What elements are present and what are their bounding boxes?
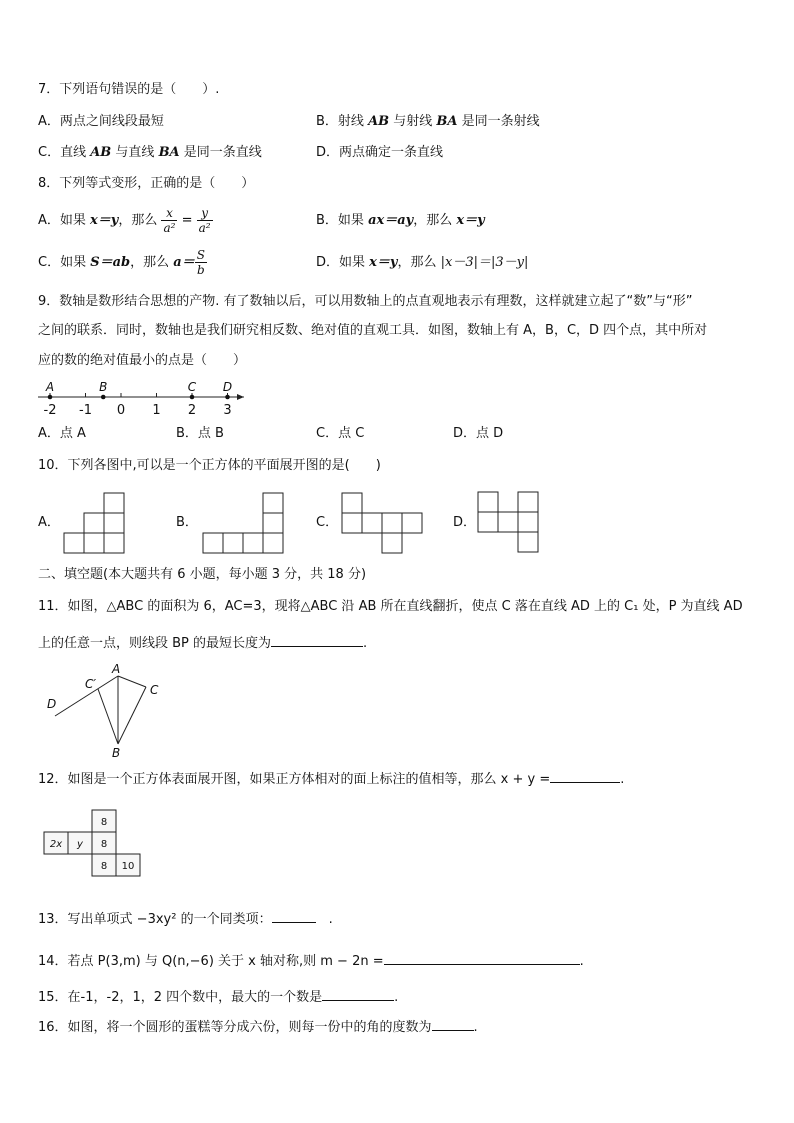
cell-right: 10	[121, 861, 135, 872]
axis-tick-label: -1	[79, 403, 92, 418]
fig-label-c: C	[150, 683, 159, 697]
q9-option-d: D．点 D	[453, 426, 504, 441]
cell-top: 8	[100, 817, 108, 828]
axis-tick-label: 0	[116, 403, 126, 418]
q16-stem: 16．如图，将一个圆形的蛋糕等分成六份，则每一份中的角的度数为 .	[38, 1020, 478, 1035]
q8-stem: 8．下列等式变形，正确的是（ ）	[38, 176, 255, 191]
fig-label-d: D	[47, 697, 57, 711]
q9-line2: 之间的联系．同时，数轴也是我们研究相反数、绝对值的直观工具．如图，数轴上有 A，B，C，D 四个点，其中所对	[38, 323, 708, 338]
fig-label-b: B	[112, 746, 121, 760]
q7-option-b: B．射线 AB 与射线 BA 是同一条射线	[316, 114, 540, 129]
q9-option-b: B．点 B	[176, 426, 224, 441]
section-heading-fill-in: 二、填空题(本大题共有 6 小题，每小题 3 分，共 18 分)	[38, 567, 367, 582]
q10-label-b: B．	[176, 515, 198, 530]
q7-stem: 7．下列语句错误的是（ ）.	[38, 82, 220, 97]
q14-answer-blank[interactable]	[384, 952, 580, 965]
axis-tick-label: 3	[223, 403, 232, 418]
q8-option-a: A．如果 x＝y，那么 $\frac{x}{\text{a²}}$ = $\frac{y}{\text{a²}}$	[38, 206, 211, 235]
axis-tick-label: 1	[152, 403, 161, 418]
axis-tick-label: 2	[187, 403, 197, 418]
q7-option-d: D．两点确定一条直线	[316, 145, 444, 160]
q13-stem: 13．写出单项式 −3xy² 的一个同类项： .	[38, 912, 333, 927]
fig-label-a: A	[112, 662, 121, 676]
q11-line2: 上的任意一点，则线段 BP 的最短长度为 .	[38, 636, 368, 651]
q8-option-c: C．如果 S＝ab，那么 a＝ $\frac{S}{b}$	[38, 248, 205, 277]
point-label-b: B	[99, 380, 108, 394]
q12-stem: 12．如图是一个正方体表面展开图，如果正方体相对的面上标注的值相等，那么 x + y = .	[38, 772, 625, 787]
q7-option-c: C．直线 AB 与直线 BA 是同一条直线	[38, 145, 262, 160]
q11-line1: 11．如图，△ABC 的面积为 6，AC=3，现将△ABC 沿 AB 所在直线翻折，使点 C 落在直线 AD 上的 C₁ 处，P 为直线 AD	[38, 599, 743, 614]
fraction-s-over-b: $\frac{S}{b}$	[196, 248, 205, 277]
q10-label-a: A．	[38, 515, 60, 530]
q10-stem: 10．下列各图中,可以是一个正方体的平面展开图的是( )	[38, 458, 381, 473]
q15-answer-blank[interactable]	[322, 988, 394, 1001]
fig-label-c-prime: C′	[85, 677, 97, 691]
q9-option-c: C．点 C	[316, 426, 365, 441]
q9-line3: 应的数的绝对值最小的点是（ ）	[38, 353, 247, 368]
q8-option-b: B．如果 ax＝ay，那么 x＝y	[316, 213, 485, 228]
cell-bottom: 8	[100, 861, 108, 872]
q15-stem: 15．在-1，-2，1，2 四个数中，最大的一个数是 .	[38, 990, 399, 1005]
cell-2x: 2x	[49, 839, 63, 850]
q16-answer-blank[interactable]	[432, 1018, 474, 1031]
point-label-c: C	[187, 380, 197, 394]
fraction-x-over-a2: $\frac{x}{\text{a²}}$	[163, 206, 176, 235]
fraction-y-over-a2: $\frac{y}{\text{a²}}$	[198, 206, 211, 235]
cell-y: y	[77, 839, 83, 850]
q7-option-a: A．两点之间线段最短	[38, 114, 164, 129]
q9-line1: 9．数轴是数形结合思想的产物. 有了数轴以后，可以用数轴上的点直观地表示有理数，这样就建立起了“数”与“形”	[38, 294, 693, 309]
q10-label-c: C．	[316, 515, 339, 530]
q10-label-d: D．	[453, 515, 477, 530]
axis-tick-label: -2	[43, 403, 57, 418]
q13-answer-blank[interactable]	[272, 910, 316, 923]
point-label-a: A	[45, 380, 55, 394]
cell-mid: 8	[100, 839, 108, 850]
q14-stem: 14．若点 P(3,m) 与 Q(n,−6) 关于 x 轴对称,则 m − 2n = .	[38, 954, 584, 969]
point-label-d: D	[222, 380, 233, 394]
q9-option-a: A．点 A	[38, 426, 86, 441]
q8-option-d: D．如果 x＝y，那么 |x－3|＝|3－y|	[316, 255, 529, 270]
